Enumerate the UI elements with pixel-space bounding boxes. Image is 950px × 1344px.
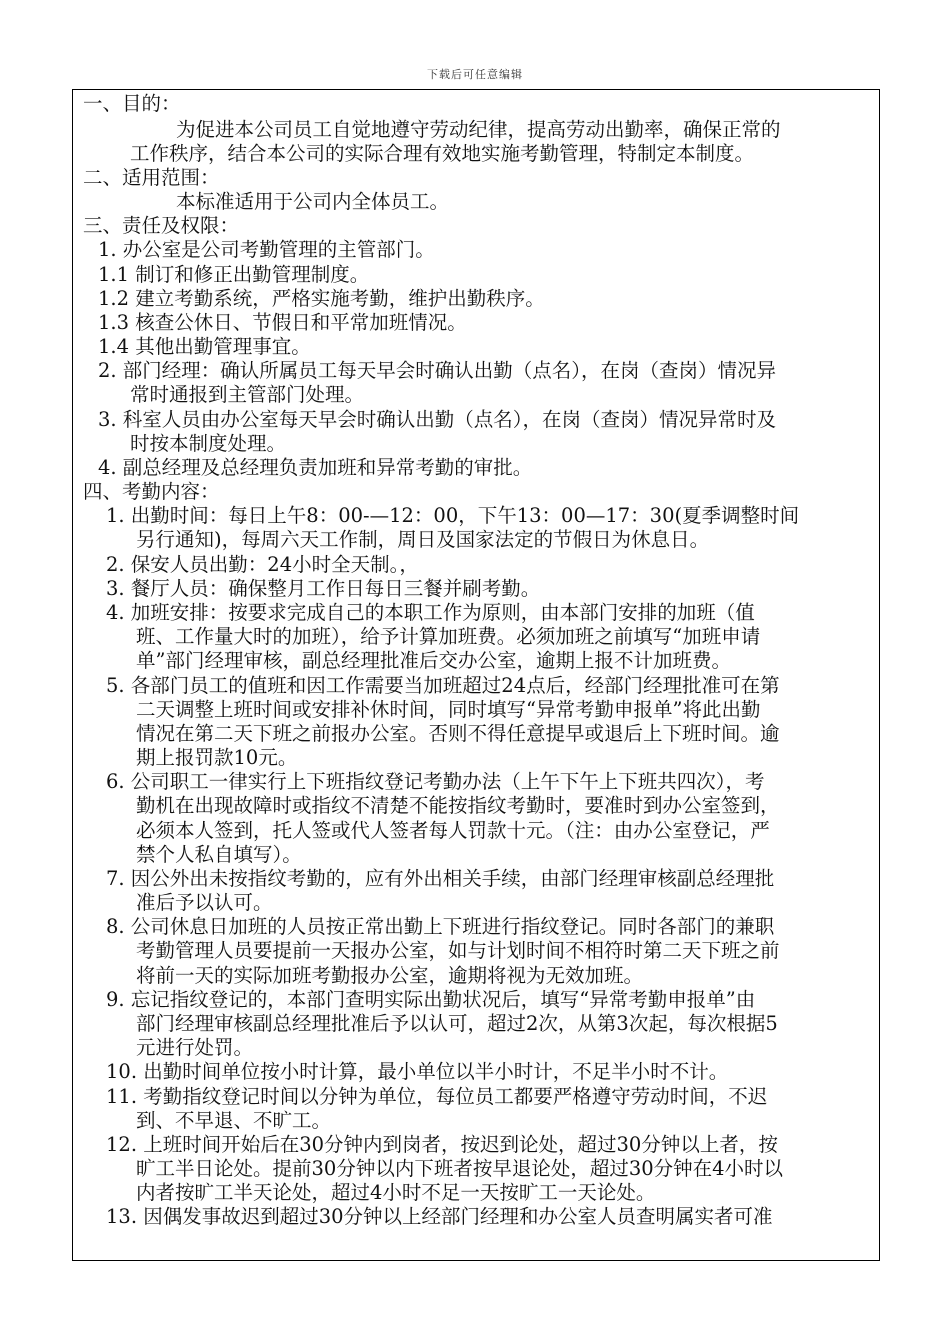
list-item-continuation: 将前一天的实际加班考勤报办公室，逾期将视为无效加班。 [136, 964, 644, 987]
list-item-continuation: 勤机在出现故障时或指纹不清楚不能按指纹考勤时，要准时到办公室签到， [136, 794, 780, 817]
list-item: 5. 各部门员工的值班和因工作需要当加班超过24点后，经部门经理批准可在第 [106, 674, 780, 697]
section-heading-purpose: 一、目的： [83, 92, 181, 115]
header-note: 下载后可任意编辑 [427, 68, 523, 81]
list-item-continuation: 必须本人签到，托人签或代人签者每人罚款十元。（注：由办公室登记，严 [136, 819, 770, 842]
list-item-continuation: 另行通知)，每周六天工作制，周日及国家法定的节假日为休息日。 [136, 528, 710, 551]
list-item: 9. 忘记指纹登记的，本部门查明实际出勤状况后，填写“异常考勤申报单”由 [106, 988, 756, 1011]
list-item: 1.2 建立考勤系统，严格实施考勤，维护出勤秩序。 [98, 287, 545, 310]
list-item: 12. 上班时间开始后在30分钟内到岗者，按迟到论处，超过30分钟以上者，按 [106, 1133, 778, 1156]
list-item-continuation: 常时通报到主管部门处理。 [130, 383, 365, 406]
paragraph-line: 工作秩序，结合本公司的实际合理有效地实施考勤管理，特制定本制度。 [130, 142, 755, 165]
list-item-continuation: 二天调整上班时间或安排补休时间，同时填写“异常考勤申报单”将此出勤 [136, 698, 761, 721]
list-item-continuation: 期上报罚款10元。 [136, 746, 298, 769]
document-body [72, 89, 880, 1261]
list-item-continuation: 考勤管理人员要提前一天报办公室，如与计划时间不相符时第二天下班之前 [136, 939, 780, 962]
list-item-continuation: 情况在第二天下班之前报办公室。否则不得任意提早或退后上下班时间。逾 [136, 722, 780, 745]
list-item: 8. 公司休息日加班的人员按正常出勤上下班进行指纹登记。同时各部门的兼职 [106, 915, 775, 938]
list-item-continuation: 准后予以认可。 [136, 891, 273, 914]
list-item-continuation: 单”部门经理审核，副总经理批准后交办公室，逾期上报不计加班费。 [136, 649, 731, 672]
list-item: 11. 考勤指纹登记时间以分钟为单位，每位员工都要严格遵守劳动时间，不迟 [106, 1085, 768, 1108]
list-item-continuation: 班、工作量大时的加班），给予计算加班费。必须加班之前填写“加班申请 [136, 625, 761, 648]
section-heading-scope: 二、适用范围： [83, 166, 220, 189]
list-item: 10. 出勤时间单位按小时计算，最小单位以半小时计，不足半小时不计。 [106, 1060, 729, 1083]
list-item: 2. 保安人员出勤：24小时全天制。， [106, 553, 419, 576]
list-item: 6. 公司职工一律实行上下班指纹登记考勤办法（上午下午上下班共四次），考 [106, 770, 765, 793]
list-item: 3. 科室人员由办公室每天早会时确认出勤（点名），在岗（查岗）情况异常时及 [98, 408, 777, 431]
list-item-continuation: 内者按旷工半天论处，超过4小时不足一天按旷工一天论处。 [136, 1181, 656, 1204]
paragraph-line: 本标准适用于公司内全体员工。 [176, 190, 450, 213]
list-item: 1.4 其他出勤管理事宜。 [98, 335, 311, 358]
list-item-continuation: 部门经理审核副总经理批准后予以认可，超过2次，从第3次起，每次根据5 [136, 1012, 778, 1035]
section-heading-attendance: 四、考勤内容： [83, 480, 220, 503]
list-item-continuation: 禁个人私自填写）。 [136, 843, 302, 866]
list-item: 3. 餐厅人员：确保整月工作日每日三餐并刷考勤。 [106, 577, 541, 600]
list-item: 1. 办公室是公司考勤管理的主管部门。 [98, 238, 435, 261]
list-item-continuation: 时按本制度处理。 [130, 432, 287, 455]
list-item-continuation: 到、不早退、不旷工。 [136, 1109, 332, 1132]
list-item: 1.1 制订和修正出勤管理制度。 [98, 263, 370, 286]
section-heading-responsibility: 三、责任及权限： [83, 214, 240, 237]
list-item: 13. 因偶发事故迟到超过30分钟以上经部门经理和办公室人员查明属实者可准 [106, 1205, 773, 1228]
list-item: 2. 部门经理：确认所属员工每天早会时确认出勤（点名），在岗（查岗）情况异 [98, 359, 777, 382]
paragraph-line: 为促进本公司员工自觉地遵守劳动纪律，提高劳动出勤率，确保正常的 [176, 118, 781, 141]
list-item-continuation: 旷工半日论处。提前30分钟以内下班者按早退论处，超过30分钟在4小时以 [136, 1157, 784, 1180]
list-item: 1. 出勤时间：每日上午8：00-—12：00，下午13：00—17：30(夏季调整时间 [106, 504, 800, 527]
list-item: 4. 副总经理及总经理负责加班和异常考勤的审批。 [98, 456, 533, 479]
list-item: 1.3 核查公休日、节假日和平常加班情况。 [98, 311, 467, 334]
list-item-continuation: 元进行处罚。 [136, 1036, 254, 1059]
list-item: 7. 因公外出未按指纹考勤的，应有外出相关手续，由部门经理审核副总经理批 [106, 867, 775, 890]
list-item: 4. 加班安排：按要求完成自己的本职工作为原则，由本部门安排的加班（值 [106, 601, 755, 624]
